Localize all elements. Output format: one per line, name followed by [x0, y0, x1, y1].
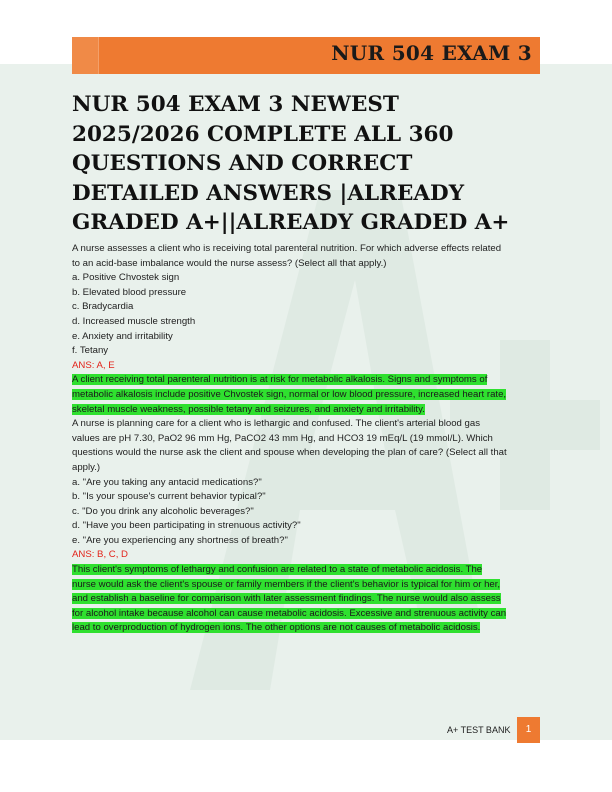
document-title: NUR 504 EXAM 3 NEWEST 2025/2026 COMPLETE ALL 360 QUESTIONS AND CORRECT DETAILED ANSWERS |ALREADY GRADED A+||ALREADY GRADED A+ [72, 92, 510, 235]
option-list [72, 271, 508, 359]
answer-key: ANS: B, C, D [72, 549, 128, 561]
footer-label: A+ TEST BANK [447, 725, 511, 735]
question-2 [72, 417, 508, 636]
question-stem: A nurse is planning care for a client who is lethargic and confused. The client's arterial blood gas values are pH 7.30, PaO2 96 mm Hg, PaCO2 43 mm Hg, and HCO3 19 mEq/L (19 mmol/L). Which questions would the nurse ask the client and spouse when developing the plan of care? (Select all that apply.) [72, 418, 507, 473]
option-f: f. Tetany [72, 345, 109, 357]
page-number: 1 [517, 717, 540, 743]
header-title: NUR 504 EXAM 3 [331, 41, 532, 65]
option-b: b. "Is your spouse's current behavior typical?" [72, 491, 266, 503]
option-c: c. Bradycardia [72, 301, 134, 313]
rationale-text: A client receiving total parenteral nutrition is at risk for metabolic alkalosis. Signs and symptoms of metabolic alkalosis include positive Chvostek sign, normal or low blood pressure, increased heart rate, skeletal muscle weakness, possible tetany and seizures, and anxiety and irritability. [72, 374, 507, 415]
option-e: e. "Are you experiencing any shortness of breath?" [72, 534, 288, 546]
option-a: a. "Are you taking any antacid medications?" [72, 476, 262, 488]
answer-key: ANS: A, E [72, 359, 115, 371]
option-a: a. Positive Chvostek sign [72, 272, 180, 284]
option-c: c. "Do you drink any alcoholic beverages?" [72, 505, 254, 517]
option-list [72, 476, 508, 549]
header-accent [72, 37, 99, 74]
header-bar [72, 37, 540, 74]
rationale [72, 563, 508, 636]
option-b: b. Elevated blood pressure [72, 286, 187, 298]
rationale-text: This client's symptoms of lethargy and confusion are related to a state of metabolic acidosis. The nurse would ask the client's spouse or family members if the client's behavior is typical for him or her, and establish a baseline for comparison with later assessment findings. The nurse would also assess for alcohol intake because alcohol can cause metabolic acidosis. Excessive and strenuous activity can lead to overproduction of hydrogen ions. The other options are not causes of metabolic acidosis. [72, 564, 507, 634]
rationale [72, 373, 508, 417]
question-list [72, 242, 508, 636]
question-1 [72, 242, 508, 417]
option-d: d. "Have you been participating in strenuous activity?" [72, 520, 301, 532]
option-e: e. Anxiety and irritability [72, 330, 173, 342]
option-d: d. Increased muscle strength [72, 315, 196, 327]
question-stem: A nurse assesses a client who is receiving total parenteral nutrition. For which adverse effects related to an acid-base imbalance would the nurse assess? (Select all that apply.) [72, 243, 502, 269]
